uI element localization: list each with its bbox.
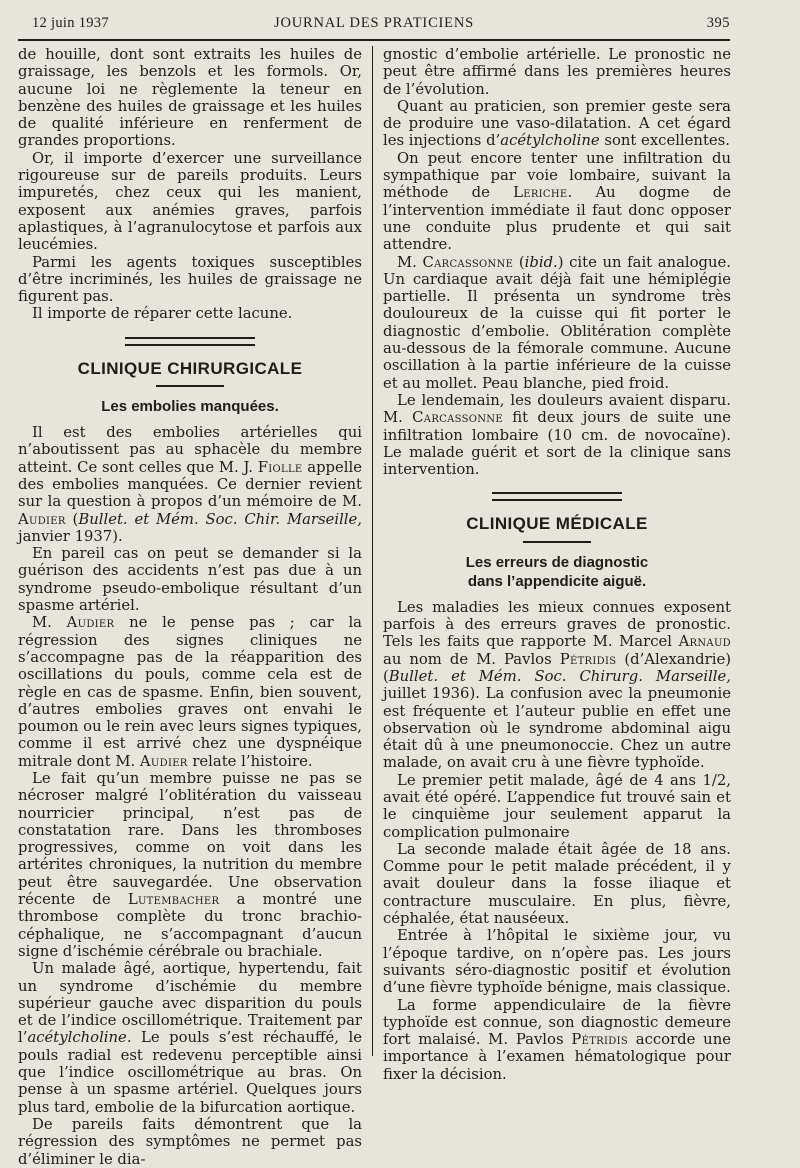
paragraph: En pareil cas on peut se demander si la guérison des accidents n’est pas due à un syndrome pseudo-embolique résultant d’un spasme artériel. <box>18 545 362 615</box>
author-name: Pétridis <box>571 1031 628 1049</box>
section-double-rule <box>492 492 622 501</box>
author-name: Pétridis <box>559 650 617 668</box>
paragraph: Entrée à l’hôpital le sixième jour, vu l’époque tardive, on n’opère pas. Les jours suivants séro-diagnostic positif et évolution d’une fièvre typhoïde bénigne, mais classique. <box>383 927 731 997</box>
author-name: Carcassonne <box>422 253 514 271</box>
article-title-line: dans l’appendicite aiguë. <box>467 572 647 590</box>
paragraph: Or, il importe d’exercer une surveillance rigoureuse sur de pareils produits. Leurs impuretés, chez ceux qui les manient, exposent aux anémies graves, parfois aplastiques, à l’agranulocytose et parfois aux leucémies. <box>18 149 362 254</box>
author-name: Lutembacher <box>127 891 220 909</box>
paragraph: de houille, dont sont extraits les huiles de graissage, les benzols et les formols. Or, aucune loi ne règlemente la teneur en benzène des huiles de graissage et les huiles de qualité inférieure en renferment de grandes proportions. <box>18 46 362 150</box>
issue-date: 12 juin 1937 <box>32 15 109 31</box>
article-title-text: Les embolies manquées. <box>101 398 279 416</box>
paragraph: On peut encore tenter une infiltration du sympathique par voie lombaire, suivant la méthode de Leriche. Au dogme de l’intervention immédiate il faut donc opposer une conduite plus prudente et qui sait attendre. <box>383 149 731 254</box>
article-title <box>383 553 731 591</box>
journal-title: JOURNAL DES PRATICIENS <box>274 15 474 31</box>
author-name: Audier <box>139 752 188 770</box>
section-underline <box>523 541 591 543</box>
author-name: Audier <box>66 614 115 632</box>
paragraph: Le fait qu’un membre puisse ne pas se nécroser malgré l’oblitération du vaisseau nourricier principal, n’est pas de constatation rare. Dans les thromboses progressives, comme on voit dans les artérites chroniques, la nutrition du membre peut être sauvegardée. Une observation récente de Lutembacher a montré une thrombose complète du tronc brachio-céphalique, ne s’accompagnant d’aucun signe d’ischémie cérébrale ou brachiale. <box>18 769 362 960</box>
section-title: CLINIQUE MÉDICALE <box>466 514 648 534</box>
paragraph: Quant au praticien, son premier geste sera de produire une vaso-dilatation. A cet égard les injections d’acétylcholine sont excellentes. <box>383 97 731 150</box>
paragraph: Parmi les agents toxiques susceptibles d’être incriminés, les huiles de graissage ne figurent pas. <box>18 253 362 306</box>
running-header <box>18 15 730 37</box>
author-name: Fiolle <box>257 458 303 476</box>
column-divider <box>372 46 373 1056</box>
drug-name: acétylcholine <box>500 132 600 150</box>
right-column <box>383 46 731 1083</box>
paragraph: Le premier petit malade, âgé de 4 ans 1/2, avait été opéré. L’appendice fut trouvé sain et le cinquième jour seulement apparut la complication pulmonaire <box>383 771 731 841</box>
paragraph: De pareils faits démontrent que la régression des symptômes ne permet pas d’éliminer le dia- <box>18 1115 362 1168</box>
section-underline <box>156 385 224 387</box>
journal-reference: Bullet. et Mém. Soc. Chir. Marseille, <box>78 510 362 528</box>
paragraph: Il importe de réparer cette lacune. <box>32 305 293 323</box>
article-title <box>18 397 362 416</box>
header-rule <box>18 39 730 41</box>
author-name: Arnaud <box>678 633 731 651</box>
author-name: Carcassonne <box>412 409 503 427</box>
section-double-rule <box>125 337 255 346</box>
paragraph: Les maladies les mieux connues exposent parfois à des erreurs graves de pronostic. Tels les faits que rapporte M. Marcel Arnaud au nom de M. Pavlos Pétridis (d’Alexandrie) (Bullet. et Mém. Soc. Chirurg. Marseille, juillet 1936). La confusion avec la pneumonie est fréquente et l’auteur publie en effet une observation où le syndrome abdominal aigu était dû à une pneumonoccie. Chez un autre malade, on avait cru à une fièvre typhoïde. <box>383 598 731 772</box>
paragraph: La seconde malade était âgée de 18 ans. Comme pour le petit malade précédent, il y avait douleur dans la fosse iliaque et contracture musculaire. En plus, fièvre, céphalée, état nauséeux. <box>383 840 731 928</box>
author-name: Audier <box>18 510 66 528</box>
paragraph: gnostic d’embolie artérielle. Le pronostic ne peut être affirmé dans les premières heures de l’évolution. <box>383 46 731 98</box>
paragraph: Le lendemain, les douleurs avaient disparu. M. Carcassonne fit deux jours de suite une infiltration lombaire (10 cm. de novocaïne). Le malade guérit et sort de la clinique sans intervention. <box>383 391 732 479</box>
paragraph: M. Carcassonne (ibid.) cite un fait analogue. Un cardiaque avait déjà fait une hémiplégie partielle. Il présenta un syndrome très douloureux de la cuisse qui fit porter le diagnostic d’embolie. Oblitération complète au-dessous de la fémorale commune. Aucune oscillation à la partie inférieure de la cuisse et au mollet. Peau blanche, pied froid. <box>383 253 732 392</box>
left-column <box>18 46 362 1168</box>
drug-name: acétylcholine. <box>27 1029 132 1047</box>
section-title: CLINIQUE CHIRURGICALE <box>77 358 303 378</box>
page-number: 395 <box>706 15 730 31</box>
paragraph: La forme appendiculaire de la fièvre typhoïde est connue, son diagnostic demeure fort malaisé. M. Pavlos Pétridis accorde une importance à l’examen hématologique pour fixer la décision. <box>383 996 731 1083</box>
author-name: Leriche <box>513 184 568 202</box>
paragraph: Un malade âgé, aortique, hypertendu, fait un syndrome d’ischémie du membre supérieur gauche avec disparition du pouls et de l’indice oscillométrique. Traitement par l’acétylcholine. Le pouls s’est réchauffé, le pouls radial est redevenu perceptible ainsi que l’indice oscillométrique au bras. On pense à un spasme artériel. Quelques jours plus tard, embolie de la bifurcation aortique. <box>18 960 362 1116</box>
paragraph: M. Audier ne le pense pas ; car la régression des signes cliniques ne s’accompagne pas de la réapparition des oscillations du pouls, comme cela est de règle en cas de spasme. Enfin, bien souvent, d’autres embolies graves ont envahi le poumon ou le rein avec leurs signes typiques, comme il est arrivé chez une dyspnéique mitrale dont M. Audier relate l’histoire. <box>18 614 363 770</box>
journal-reference: Bullet. et Mém. Soc. Chirurg. Marseille, <box>388 667 731 685</box>
article-title-line: Les erreurs de diagnostic <box>465 553 649 571</box>
paragraph: Il est des embolies artérielles qui n’aboutissent pas au sphacèle du membre atteint. Ce sont celles que M. J. Fiolle appelle des embolies manquées. Ce dernier revient sur la question à propos d’un mémoire de M. Audier (Bullet. et Mém. Soc. Chir. Marseille, janvier 1937). <box>18 424 363 545</box>
